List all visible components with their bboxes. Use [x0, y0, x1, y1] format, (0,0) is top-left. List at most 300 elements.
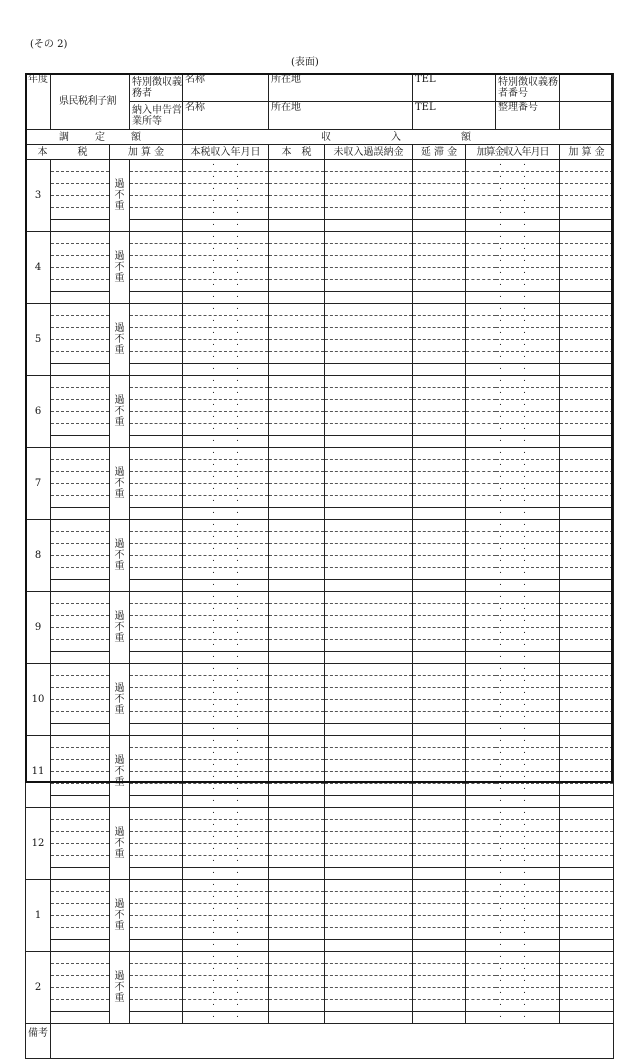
- additional-received-cell[interactable]: [560, 544, 614, 556]
- additional-charge-cell[interactable]: [130, 256, 183, 268]
- uncollected-overpayment-cell[interactable]: [325, 712, 413, 724]
- principal-tax-received-cell[interactable]: [269, 496, 325, 508]
- late-fee-cell[interactable]: [413, 964, 466, 976]
- additional-received-cell[interactable]: [560, 256, 614, 268]
- uncollected-overpayment-cell[interactable]: [325, 868, 413, 880]
- additional-receipt-date-cell[interactable]: [466, 424, 560, 436]
- additional-charge-cell[interactable]: [130, 748, 183, 760]
- additional-charge-cell[interactable]: [130, 400, 183, 412]
- additional-charge-cell[interactable]: [130, 928, 183, 940]
- late-fee-cell[interactable]: [413, 496, 466, 508]
- additional-receipt-date-cell[interactable]: [466, 604, 560, 616]
- additional-received-cell[interactable]: [560, 820, 614, 832]
- principal-receipt-date-cell[interactable]: [183, 736, 269, 748]
- principal-tax-received-cell[interactable]: [269, 244, 325, 256]
- uncollected-overpayment-cell[interactable]: [325, 280, 413, 292]
- late-fee-cell[interactable]: [413, 340, 466, 352]
- additional-charge-cell[interactable]: [130, 976, 183, 988]
- additional-receipt-date-cell[interactable]: [466, 172, 560, 184]
- late-fee-cell[interactable]: [413, 628, 466, 640]
- additional-receipt-date-cell[interactable]: [466, 472, 560, 484]
- principal-tax-cell[interactable]: [51, 640, 110, 652]
- additional-received-cell[interactable]: [560, 628, 614, 640]
- additional-receipt-date-cell[interactable]: [466, 892, 560, 904]
- principal-receipt-date-cell[interactable]: [183, 184, 269, 196]
- additional-receipt-date-cell[interactable]: [466, 736, 560, 748]
- additional-charge-cell[interactable]: [130, 724, 183, 736]
- additional-received-cell[interactable]: [560, 916, 614, 928]
- principal-receipt-date-cell[interactable]: [183, 292, 269, 304]
- principal-tax-cell[interactable]: [51, 448, 110, 460]
- additional-received-cell[interactable]: [560, 484, 614, 496]
- additional-received-cell[interactable]: [560, 496, 614, 508]
- additional-charge-cell[interactable]: [130, 448, 183, 460]
- additional-received-cell[interactable]: [560, 436, 614, 448]
- uncollected-overpayment-cell[interactable]: [325, 172, 413, 184]
- principal-tax-received-cell[interactable]: [269, 508, 325, 520]
- additional-received-cell[interactable]: [560, 304, 614, 316]
- principal-tax-received-cell[interactable]: [269, 436, 325, 448]
- additional-received-cell[interactable]: [560, 988, 614, 1000]
- additional-receipt-date-cell[interactable]: [466, 844, 560, 856]
- principal-tax-received-cell[interactable]: [269, 256, 325, 268]
- late-fee-cell[interactable]: [413, 388, 466, 400]
- additional-received-cell[interactable]: [560, 448, 614, 460]
- principal-tax-cell[interactable]: [51, 244, 110, 256]
- uncollected-overpayment-cell[interactable]: [325, 220, 413, 232]
- additional-received-cell[interactable]: [560, 712, 614, 724]
- additional-charge-cell[interactable]: [130, 628, 183, 640]
- additional-received-cell[interactable]: [560, 760, 614, 772]
- late-fee-cell[interactable]: [413, 772, 466, 784]
- late-fee-cell[interactable]: [413, 436, 466, 448]
- special-collector-number-field[interactable]: [560, 74, 614, 102]
- principal-receipt-date-cell[interactable]: [183, 496, 269, 508]
- principal-tax-received-cell[interactable]: [269, 796, 325, 808]
- principal-receipt-date-cell[interactable]: [183, 868, 269, 880]
- additional-charge-cell[interactable]: [130, 832, 183, 844]
- additional-receipt-date-cell[interactable]: [466, 280, 560, 292]
- remarks-field[interactable]: [51, 1024, 614, 1059]
- principal-receipt-date-cell[interactable]: [183, 652, 269, 664]
- additional-charge-cell[interactable]: [130, 664, 183, 676]
- late-fee-cell[interactable]: [413, 604, 466, 616]
- late-fee-cell[interactable]: [413, 376, 466, 388]
- additional-receipt-date-cell[interactable]: [466, 508, 560, 520]
- additional-received-cell[interactable]: [560, 412, 614, 424]
- additional-receipt-date-cell[interactable]: [466, 484, 560, 496]
- uncollected-overpayment-cell[interactable]: [325, 604, 413, 616]
- principal-tax-received-cell[interactable]: [269, 988, 325, 1000]
- principal-tax-received-cell[interactable]: [269, 808, 325, 820]
- late-fee-cell[interactable]: [413, 484, 466, 496]
- principal-tax-cell[interactable]: [51, 460, 110, 472]
- principal-tax-received-cell[interactable]: [269, 208, 325, 220]
- additional-charge-cell[interactable]: [130, 544, 183, 556]
- late-fee-cell[interactable]: [413, 472, 466, 484]
- uncollected-overpayment-cell[interactable]: [325, 304, 413, 316]
- additional-received-cell[interactable]: [560, 388, 614, 400]
- additional-receipt-date-cell[interactable]: [466, 376, 560, 388]
- uncollected-overpayment-cell[interactable]: [325, 292, 413, 304]
- additional-received-cell[interactable]: [560, 172, 614, 184]
- uncollected-overpayment-cell[interactable]: [325, 244, 413, 256]
- additional-charge-cell[interactable]: [130, 868, 183, 880]
- principal-tax-received-cell[interactable]: [269, 424, 325, 436]
- uncollected-overpayment-cell[interactable]: [325, 196, 413, 208]
- additional-received-cell[interactable]: [560, 364, 614, 376]
- principal-receipt-date-cell[interactable]: [183, 688, 269, 700]
- additional-received-cell[interactable]: [560, 592, 614, 604]
- principal-tax-received-cell[interactable]: [269, 328, 325, 340]
- principal-receipt-date-cell[interactable]: [183, 928, 269, 940]
- uncollected-overpayment-cell[interactable]: [325, 568, 413, 580]
- late-fee-cell[interactable]: [413, 832, 466, 844]
- late-fee-cell[interactable]: [413, 424, 466, 436]
- late-fee-cell[interactable]: [413, 988, 466, 1000]
- late-fee-cell[interactable]: [413, 544, 466, 556]
- additional-receipt-date-cell[interactable]: [466, 964, 560, 976]
- additional-received-cell[interactable]: [560, 520, 614, 532]
- late-fee-cell[interactable]: [413, 400, 466, 412]
- uncollected-overpayment-cell[interactable]: [325, 736, 413, 748]
- late-fee-cell[interactable]: [413, 676, 466, 688]
- principal-receipt-date-cell[interactable]: [183, 328, 269, 340]
- uncollected-overpayment-cell[interactable]: [325, 676, 413, 688]
- principal-tax-cell[interactable]: [51, 712, 110, 724]
- principal-tax-cell[interactable]: [51, 304, 110, 316]
- principal-tax-cell[interactable]: [51, 292, 110, 304]
- uncollected-overpayment-cell[interactable]: [325, 160, 413, 172]
- additional-charge-cell[interactable]: [130, 520, 183, 532]
- principal-tax-cell[interactable]: [51, 400, 110, 412]
- principal-tax-cell[interactable]: [51, 352, 110, 364]
- principal-tax-cell[interactable]: [51, 388, 110, 400]
- additional-charge-cell[interactable]: [130, 700, 183, 712]
- uncollected-overpayment-cell[interactable]: [325, 964, 413, 976]
- principal-tax-received-cell[interactable]: [269, 844, 325, 856]
- additional-charge-cell[interactable]: [130, 844, 183, 856]
- late-fee-cell[interactable]: [413, 328, 466, 340]
- additional-charge-cell[interactable]: [130, 568, 183, 580]
- late-fee-cell[interactable]: [413, 196, 466, 208]
- principal-tax-received-cell[interactable]: [269, 388, 325, 400]
- additional-receipt-date-cell[interactable]: [466, 304, 560, 316]
- additional-charge-cell[interactable]: [130, 220, 183, 232]
- principal-tax-received-cell[interactable]: [269, 304, 325, 316]
- principal-tax-received-cell[interactable]: [269, 1012, 325, 1024]
- late-fee-cell[interactable]: [413, 256, 466, 268]
- additional-received-cell[interactable]: [560, 424, 614, 436]
- late-fee-cell[interactable]: [413, 700, 466, 712]
- additional-charge-cell[interactable]: [130, 196, 183, 208]
- additional-charge-cell[interactable]: [130, 364, 183, 376]
- additional-receipt-date-cell[interactable]: [466, 400, 560, 412]
- principal-tax-received-cell[interactable]: [269, 580, 325, 592]
- principal-tax-cell[interactable]: [51, 772, 110, 784]
- additional-receipt-date-cell[interactable]: [466, 640, 560, 652]
- uncollected-overpayment-cell[interactable]: [325, 748, 413, 760]
- additional-received-cell[interactable]: [560, 952, 614, 964]
- late-fee-cell[interactable]: [413, 352, 466, 364]
- principal-receipt-date-cell[interactable]: [183, 616, 269, 628]
- principal-tax-cell[interactable]: [51, 724, 110, 736]
- uncollected-overpayment-cell[interactable]: [325, 760, 413, 772]
- principal-tax-cell[interactable]: [51, 160, 110, 172]
- late-fee-cell[interactable]: [413, 688, 466, 700]
- additional-charge-cell[interactable]: [130, 736, 183, 748]
- principal-receipt-date-cell[interactable]: [183, 364, 269, 376]
- principal-tax-received-cell[interactable]: [269, 676, 325, 688]
- principal-tax-received-cell[interactable]: [269, 880, 325, 892]
- uncollected-overpayment-cell[interactable]: [325, 376, 413, 388]
- late-fee-cell[interactable]: [413, 820, 466, 832]
- late-fee-cell[interactable]: [413, 220, 466, 232]
- late-fee-cell[interactable]: [413, 508, 466, 520]
- additional-received-cell[interactable]: [560, 772, 614, 784]
- principal-tax-cell[interactable]: [51, 688, 110, 700]
- principal-receipt-date-cell[interactable]: [183, 424, 269, 436]
- additional-receipt-date-cell[interactable]: [466, 988, 560, 1000]
- additional-charge-cell[interactable]: [130, 772, 183, 784]
- late-fee-cell[interactable]: [413, 808, 466, 820]
- additional-charge-cell[interactable]: [130, 472, 183, 484]
- additional-charge-cell[interactable]: [130, 352, 183, 364]
- principal-tax-cell[interactable]: [51, 940, 110, 952]
- additional-received-cell[interactable]: [560, 580, 614, 592]
- uncollected-overpayment-cell[interactable]: [325, 952, 413, 964]
- principal-receipt-date-cell[interactable]: [183, 520, 269, 532]
- principal-receipt-date-cell[interactable]: [183, 604, 269, 616]
- additional-charge-cell[interactable]: [130, 460, 183, 472]
- additional-received-cell[interactable]: [560, 328, 614, 340]
- principal-tax-cell[interactable]: [51, 592, 110, 604]
- principal-receipt-date-cell[interactable]: [183, 412, 269, 424]
- late-fee-cell[interactable]: [413, 904, 466, 916]
- principal-tax-cell[interactable]: [51, 808, 110, 820]
- principal-receipt-date-cell[interactable]: [183, 664, 269, 676]
- additional-receipt-date-cell[interactable]: [466, 460, 560, 472]
- late-fee-cell[interactable]: [413, 304, 466, 316]
- principal-tax-cell[interactable]: [51, 496, 110, 508]
- principal-receipt-date-cell[interactable]: [183, 916, 269, 928]
- additional-received-cell[interactable]: [560, 472, 614, 484]
- uncollected-overpayment-cell[interactable]: [325, 412, 413, 424]
- principal-tax-cell[interactable]: [51, 880, 110, 892]
- principal-tax-cell[interactable]: [51, 172, 110, 184]
- late-fee-cell[interactable]: [413, 652, 466, 664]
- principal-receipt-date-cell[interactable]: [183, 784, 269, 796]
- additional-charge-cell[interactable]: [130, 292, 183, 304]
- uncollected-overpayment-cell[interactable]: [325, 988, 413, 1000]
- additional-received-cell[interactable]: [560, 280, 614, 292]
- uncollected-overpayment-cell[interactable]: [325, 208, 413, 220]
- additional-receipt-date-cell[interactable]: [466, 808, 560, 820]
- additional-receipt-date-cell[interactable]: [466, 556, 560, 568]
- principal-receipt-date-cell[interactable]: [183, 964, 269, 976]
- additional-charge-cell[interactable]: [130, 808, 183, 820]
- principal-tax-cell[interactable]: [51, 784, 110, 796]
- additional-received-cell[interactable]: [560, 268, 614, 280]
- additional-received-cell[interactable]: [560, 832, 614, 844]
- principal-receipt-date-cell[interactable]: [183, 724, 269, 736]
- principal-tax-received-cell[interactable]: [269, 652, 325, 664]
- additional-receipt-date-cell[interactable]: [466, 256, 560, 268]
- principal-tax-cell[interactable]: [51, 736, 110, 748]
- principal-tax-cell[interactable]: [51, 748, 110, 760]
- principal-tax-received-cell[interactable]: [269, 472, 325, 484]
- principal-tax-received-cell[interactable]: [269, 484, 325, 496]
- late-fee-cell[interactable]: [413, 532, 466, 544]
- principal-tax-cell[interactable]: [51, 964, 110, 976]
- additional-charge-cell[interactable]: [130, 988, 183, 1000]
- additional-received-cell[interactable]: [560, 904, 614, 916]
- additional-received-cell[interactable]: [560, 616, 614, 628]
- additional-received-cell[interactable]: [560, 688, 614, 700]
- uncollected-overpayment-cell[interactable]: [325, 508, 413, 520]
- principal-tax-cell[interactable]: [51, 364, 110, 376]
- principal-receipt-date-cell[interactable]: [183, 484, 269, 496]
- additional-charge-cell[interactable]: [130, 688, 183, 700]
- principal-tax-cell[interactable]: [51, 868, 110, 880]
- reference-number-field[interactable]: [560, 102, 614, 130]
- principal-tax-received-cell[interactable]: [269, 832, 325, 844]
- principal-receipt-date-cell[interactable]: [183, 628, 269, 640]
- additional-received-cell[interactable]: [560, 736, 614, 748]
- additional-received-cell[interactable]: [560, 856, 614, 868]
- additional-receipt-date-cell[interactable]: [466, 364, 560, 376]
- principal-receipt-date-cell[interactable]: [183, 760, 269, 772]
- late-fee-cell[interactable]: [413, 160, 466, 172]
- late-fee-cell[interactable]: [413, 172, 466, 184]
- additional-received-cell[interactable]: [560, 532, 614, 544]
- uncollected-overpayment-cell[interactable]: [325, 940, 413, 952]
- principal-tax-received-cell[interactable]: [269, 268, 325, 280]
- additional-charge-cell[interactable]: [130, 760, 183, 772]
- additional-receipt-date-cell[interactable]: [466, 700, 560, 712]
- additional-received-cell[interactable]: [560, 220, 614, 232]
- principal-tax-cell[interactable]: [51, 256, 110, 268]
- additional-receipt-date-cell[interactable]: [466, 184, 560, 196]
- additional-received-cell[interactable]: [560, 676, 614, 688]
- principal-tax-cell[interactable]: [51, 412, 110, 424]
- principal-receipt-date-cell[interactable]: [183, 316, 269, 328]
- principal-receipt-date-cell[interactable]: [183, 676, 269, 688]
- additional-charge-cell[interactable]: [130, 580, 183, 592]
- additional-receipt-date-cell[interactable]: [466, 544, 560, 556]
- additional-receipt-date-cell[interactable]: [466, 520, 560, 532]
- late-fee-cell[interactable]: [413, 892, 466, 904]
- additional-receipt-date-cell[interactable]: [466, 952, 560, 964]
- late-fee-cell[interactable]: [413, 568, 466, 580]
- late-fee-cell[interactable]: [413, 712, 466, 724]
- additional-charge-cell[interactable]: [130, 784, 183, 796]
- additional-charge-cell[interactable]: [130, 916, 183, 928]
- principal-tax-cell[interactable]: [51, 760, 110, 772]
- principal-tax-received-cell[interactable]: [269, 220, 325, 232]
- late-fee-cell[interactable]: [413, 292, 466, 304]
- principal-tax-cell[interactable]: [51, 280, 110, 292]
- additional-received-cell[interactable]: [560, 508, 614, 520]
- additional-receipt-date-cell[interactable]: [466, 760, 560, 772]
- additional-charge-cell[interactable]: [130, 616, 183, 628]
- additional-received-cell[interactable]: [560, 724, 614, 736]
- principal-receipt-date-cell[interactable]: [183, 268, 269, 280]
- principal-receipt-date-cell[interactable]: [183, 376, 269, 388]
- uncollected-overpayment-cell[interactable]: [325, 460, 413, 472]
- additional-receipt-date-cell[interactable]: [466, 724, 560, 736]
- principal-tax-received-cell[interactable]: [269, 352, 325, 364]
- additional-charge-cell[interactable]: [130, 880, 183, 892]
- uncollected-overpayment-cell[interactable]: [325, 268, 413, 280]
- late-fee-cell[interactable]: [413, 520, 466, 532]
- principal-tax-cell[interactable]: [51, 628, 110, 640]
- late-fee-cell[interactable]: [413, 856, 466, 868]
- late-fee-cell[interactable]: [413, 460, 466, 472]
- principal-receipt-date-cell[interactable]: [183, 796, 269, 808]
- uncollected-overpayment-cell[interactable]: [325, 652, 413, 664]
- principal-tax-cell[interactable]: [51, 1000, 110, 1012]
- principal-tax-received-cell[interactable]: [269, 292, 325, 304]
- additional-received-cell[interactable]: [560, 460, 614, 472]
- principal-tax-cell[interactable]: [51, 676, 110, 688]
- additional-received-cell[interactable]: [560, 928, 614, 940]
- additional-receipt-date-cell[interactable]: [466, 532, 560, 544]
- late-fee-cell[interactable]: [413, 844, 466, 856]
- principal-receipt-date-cell[interactable]: [183, 712, 269, 724]
- uncollected-overpayment-cell[interactable]: [325, 424, 413, 436]
- principal-tax-received-cell[interactable]: [269, 700, 325, 712]
- additional-received-cell[interactable]: [560, 232, 614, 244]
- principal-tax-received-cell[interactable]: [269, 940, 325, 952]
- additional-received-cell[interactable]: [560, 964, 614, 976]
- uncollected-overpayment-cell[interactable]: [325, 820, 413, 832]
- principal-tax-cell[interactable]: [51, 832, 110, 844]
- uncollected-overpayment-cell[interactable]: [325, 844, 413, 856]
- principal-tax-received-cell[interactable]: [269, 448, 325, 460]
- additional-receipt-date-cell[interactable]: [466, 688, 560, 700]
- principal-receipt-date-cell[interactable]: [183, 856, 269, 868]
- additional-receipt-date-cell[interactable]: [466, 568, 560, 580]
- principal-tax-cell[interactable]: [51, 664, 110, 676]
- additional-receipt-date-cell[interactable]: [466, 748, 560, 760]
- additional-charge-cell[interactable]: [130, 436, 183, 448]
- additional-received-cell[interactable]: [560, 652, 614, 664]
- additional-charge-cell[interactable]: [130, 376, 183, 388]
- principal-tax-received-cell[interactable]: [269, 1000, 325, 1012]
- principal-tax-received-cell[interactable]: [269, 664, 325, 676]
- principal-tax-cell[interactable]: [51, 652, 110, 664]
- additional-receipt-date-cell[interactable]: [466, 352, 560, 364]
- additional-charge-cell[interactable]: [130, 604, 183, 616]
- principal-tax-cell[interactable]: [51, 520, 110, 532]
- principal-tax-cell[interactable]: [51, 700, 110, 712]
- late-fee-cell[interactable]: [413, 724, 466, 736]
- principal-receipt-date-cell[interactable]: [183, 256, 269, 268]
- uncollected-overpayment-cell[interactable]: [325, 976, 413, 988]
- uncollected-overpayment-cell[interactable]: [325, 1000, 413, 1012]
- principal-tax-cell[interactable]: [51, 220, 110, 232]
- uncollected-overpayment-cell[interactable]: [325, 880, 413, 892]
- principal-tax-received-cell[interactable]: [269, 856, 325, 868]
- late-fee-cell[interactable]: [413, 448, 466, 460]
- additional-charge-cell[interactable]: [130, 160, 183, 172]
- principal-receipt-date-cell[interactable]: [183, 772, 269, 784]
- uncollected-overpayment-cell[interactable]: [325, 700, 413, 712]
- uncollected-overpayment-cell[interactable]: [325, 400, 413, 412]
- additional-received-cell[interactable]: [560, 880, 614, 892]
- principal-receipt-date-cell[interactable]: [183, 436, 269, 448]
